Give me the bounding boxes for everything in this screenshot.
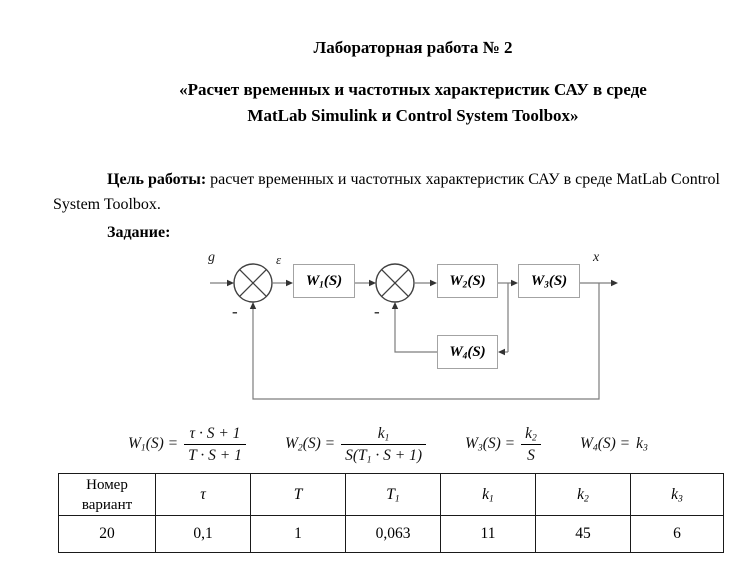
cell-k2: 45 bbox=[536, 516, 631, 553]
header-k1: $k_1$ bbox=[441, 474, 536, 516]
cell-T1: 0,063 bbox=[346, 516, 441, 553]
goal-label: Цель работы: bbox=[107, 171, 207, 188]
goal-line-2: System Toolbox. bbox=[53, 196, 161, 213]
header-tau: τ bbox=[156, 474, 251, 516]
table-data-row bbox=[59, 516, 724, 553]
cell-T: 1 bbox=[251, 516, 346, 553]
header-variant-number: Номер вариант bbox=[59, 474, 156, 516]
block-w4: $W_4(S)$ bbox=[437, 335, 498, 369]
header-k3: $k_3$ bbox=[631, 474, 724, 516]
block-w3: $W_3(S)$ bbox=[518, 264, 580, 298]
goal-text: расчет временных и частотных характеристик САУ в среде MatLab Control bbox=[206, 171, 720, 188]
header-T1: $T_1$ bbox=[346, 474, 441, 516]
formula-w4: $W_4(S)$ = $k_3$ bbox=[580, 435, 648, 454]
minus-sign-junction-1: - bbox=[232, 302, 238, 321]
goal-paragraph bbox=[53, 167, 731, 217]
formula-w3: $W_3(S)$ = $\frac{k_2}{S}$ bbox=[465, 418, 541, 470]
subtitle-line-1: «Расчет временных и частотных характеристик САУ в среде bbox=[179, 80, 647, 99]
variant-parameters-table bbox=[58, 473, 724, 553]
header-T: T bbox=[251, 474, 346, 516]
page-title: Лабораторная работа № 2 bbox=[313, 38, 513, 57]
cell-tau: 0,1 bbox=[156, 516, 251, 553]
cell-variant-number: 20 bbox=[59, 516, 156, 553]
subtitle-line-2: MatLab Simulink и Control System Toolbox» bbox=[247, 106, 579, 125]
minus-sign-junction-2: - bbox=[374, 302, 380, 321]
block-diagram bbox=[195, 248, 635, 408]
goal-line-1 bbox=[53, 167, 731, 192]
error-signal-label: ε bbox=[276, 252, 282, 267]
formula-w1: $W_1(S)$ = $\frac{\tau \cdot S + 1}{T \cdot S + 1}$ bbox=[128, 418, 246, 470]
cell-k3: 6 bbox=[631, 516, 724, 553]
table-header-row bbox=[59, 474, 724, 516]
formula-w2: $W_2(S)$ = $\frac{k_1}{S(T_1 \cdot S + 1)}$ bbox=[285, 418, 426, 470]
page-subtitle bbox=[52, 77, 745, 129]
cell-k1: 11 bbox=[441, 516, 536, 553]
output-signal-label: x bbox=[593, 250, 600, 265]
block-w2: $W_2(S)$ bbox=[437, 264, 498, 298]
header-k2: $k_2$ bbox=[536, 474, 631, 516]
transfer-function-formulas bbox=[0, 418, 745, 470]
task-label: Задание: bbox=[107, 224, 171, 241]
input-signal-label: g bbox=[208, 250, 215, 265]
block-w1: $W_1(S)$ bbox=[293, 264, 355, 298]
